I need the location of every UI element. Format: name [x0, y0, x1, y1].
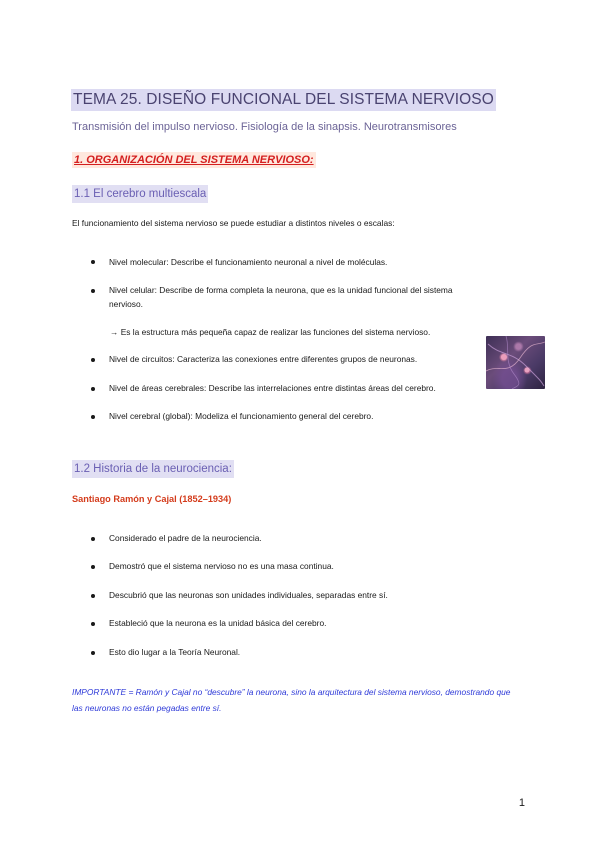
list-item: Nivel de circuitos: Caracteriza las conexiones entre diferentes grupos de neuronas. — [109, 354, 418, 364]
list-item: Nivel de áreas cerebrales: Describe las interrelaciones entre distintas áreas del cerebro. — [109, 383, 436, 393]
neuron-image — [486, 336, 545, 389]
list-item: Nivel molecular: Describe el funcionamiento neuronal a nivel de moléculas. — [109, 257, 388, 267]
intro-paragraph: El funcionamiento del sistema nervioso se puede estudiar a distintos niveles o escalas: — [72, 218, 395, 228]
neuron-image-fibers — [486, 336, 545, 389]
bullet-dot — [91, 622, 95, 626]
page-title: TEMA 25. DISEÑO FUNCIONAL DEL SISTEMA NERVIOSO — [71, 89, 496, 111]
subsection-heading-1-1: 1.1 El cerebro multiescala — [72, 185, 208, 203]
bullet-dot — [91, 387, 95, 391]
arrow-note: → Es la estructura más pequeña capaz de realizar las funciones del sistema nervioso. — [110, 327, 431, 337]
bullet-dot — [91, 289, 95, 293]
bullet-dot — [91, 537, 95, 541]
bullet-dot — [91, 415, 95, 419]
list-item: Nivel celular: Describe de forma completa la neurona, que es la unidad funcional del sistema — [109, 285, 453, 295]
list-item: Esto dio lugar a la Teoría Neuronal. — [109, 647, 241, 657]
subsection-heading-1-2: 1.2 Historia de la neurociencia: — [72, 460, 234, 478]
person-heading: Santiago Ramón y Cajal (1852–1934) — [72, 494, 232, 504]
list-item: Estableció que la neurona es la unidad básica del cerebro. — [109, 618, 327, 628]
list-item: Nivel cerebral (global): Modeliza el funcionamiento general del cerebro. — [109, 411, 374, 421]
bullet-dot — [91, 565, 95, 569]
page-number: 1 — [518, 797, 525, 809]
bullet-dot — [91, 260, 95, 264]
section-heading-1: 1. ORGANIZACIÓN DEL SISTEMA NERVIOSO: — [74, 154, 314, 166]
list-item: Descubrió que las neuronas son unidades individuales, separadas entre sí. — [109, 590, 388, 600]
bullet-dot — [91, 651, 95, 655]
list-item: Demostró que el sistema nervioso no es una masa continua. — [109, 561, 334, 571]
list-item-continuation: nervioso. — [109, 299, 143, 309]
list-item: Considerado el padre de la neurociencia. — [109, 533, 262, 543]
page-subtitle: Transmisión del impulso nervioso. Fisiología de la sinapsis. Neurotransmisores — [72, 121, 457, 133]
bullet-dot — [91, 358, 95, 362]
important-note: IMPORTANTE = Ramón y Cajal no “descubre” la neurona, sino la arquitectura del sistema nervioso, demostrando que las neuronas no están pegadas entre sí. — [72, 687, 511, 713]
bullet-dot — [91, 594, 95, 598]
